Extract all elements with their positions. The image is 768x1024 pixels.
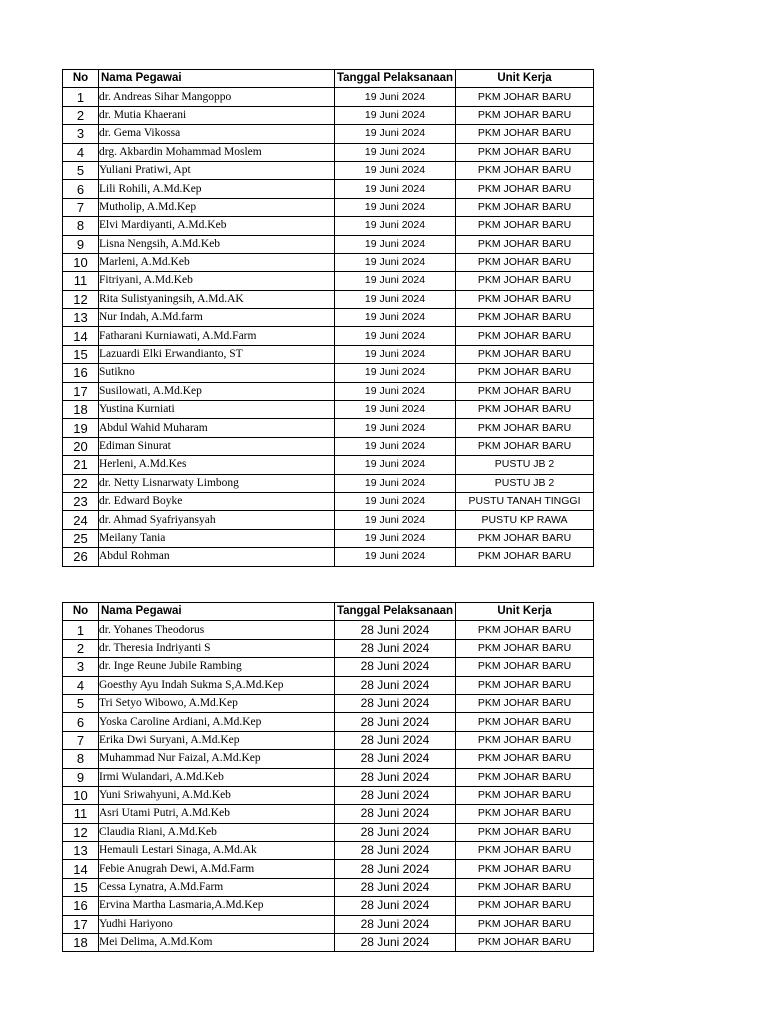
implementation-date: 19 Juni 2024 [335,235,456,253]
row-number: 11 [63,272,99,290]
implementation-date: 19 Juni 2024 [335,529,456,547]
table-row [63,345,594,363]
implementation-date: 19 Juni 2024 [335,290,456,308]
table-row [63,529,594,547]
table-row [63,915,594,933]
employee-name: Abdul Wahid Muharam [99,419,335,437]
row-number: 2 [63,106,99,124]
row-number: 15 [63,878,99,896]
employee-name: Ediman Sinurat [99,437,335,455]
employee-name: Asri Utami Putri, A.Md.Keb [99,805,335,823]
implementation-date: 19 Juni 2024 [335,180,456,198]
employee-name: Fitriyani, A.Md.Keb [99,272,335,290]
row-number: 15 [63,345,99,363]
table-row [63,492,594,510]
row-number: 4 [63,676,99,694]
row-number: 5 [63,161,99,179]
table-row [63,694,594,712]
work-unit: PKM JOHAR BARU [456,106,594,124]
employee-name: drg. Akbardin Mohammad Moslem [99,143,335,161]
row-number: 6 [63,180,99,198]
row-number: 17 [63,382,99,400]
row-number: 9 [63,768,99,786]
row-number: 12 [63,290,99,308]
row-number: 6 [63,713,99,731]
table-row [63,805,594,823]
work-unit: PKM JOHAR BARU [456,364,594,382]
employee-name: Yoska Caroline Ardiani, A.Md.Kep [99,713,335,731]
employee-name: Mutholip, A.Md.Kep [99,198,335,216]
row-number: 18 [63,934,99,952]
work-unit: PKM JOHAR BARU [456,437,594,455]
table-header-row [63,70,594,88]
employee-name: Yustina Kurniati [99,401,335,419]
row-number: 19 [63,419,99,437]
employee-name: Muhammad Nur Faizal, A.Md.Kep [99,750,335,768]
work-unit: PKM JOHAR BARU [456,529,594,547]
implementation-date: 19 Juni 2024 [335,382,456,400]
implementation-date: 19 Juni 2024 [335,474,456,492]
table-row [63,658,594,676]
employee-name: Yuliani Pratiwi, Apt [99,161,335,179]
implementation-date: 19 Juni 2024 [335,364,456,382]
table-row [63,878,594,896]
employee-name: dr. Yohanes Theodorus [99,621,335,639]
employee-name: dr. Netty Lisnarwaty Limbong [99,474,335,492]
work-unit: PKM JOHAR BARU [456,621,594,639]
work-unit: PKM JOHAR BARU [456,327,594,345]
table-row [63,253,594,271]
header-name: Nama Pegawai [99,70,335,88]
table-row [63,750,594,768]
employee-name: Lisna Nengsih, A.Md.Keb [99,235,335,253]
row-number: 21 [63,456,99,474]
employee-name: dr. Edward Boyke [99,492,335,510]
row-number: 8 [63,750,99,768]
table-row [63,309,594,327]
row-number: 3 [63,125,99,143]
row-number: 17 [63,915,99,933]
work-unit: PKM JOHAR BARU [456,731,594,749]
row-number: 5 [63,694,99,712]
implementation-date: 28 Juni 2024 [335,915,456,933]
employee-name: Cessa Lynatra, A.Md.Farm [99,878,335,896]
work-unit: PUSTU KP RAWA [456,511,594,529]
table-row [63,621,594,639]
implementation-date: 19 Juni 2024 [335,327,456,345]
work-unit: PKM JOHAR BARU [456,860,594,878]
implementation-date: 28 Juni 2024 [335,786,456,804]
table-row [63,143,594,161]
table-row [63,198,594,216]
employee-name: dr. Ahmad Syafriyansyah [99,511,335,529]
implementation-date: 19 Juni 2024 [335,309,456,327]
employee-name: Elvi Mardiyanti, A.Md.Keb [99,217,335,235]
employee-name: Yudhi Hariyono [99,915,335,933]
employee-name: Abdul Rohman [99,548,335,566]
implementation-date: 28 Juni 2024 [335,823,456,841]
row-number: 8 [63,217,99,235]
implementation-date: 28 Juni 2024 [335,934,456,952]
work-unit: PKM JOHAR BARU [456,382,594,400]
table-row [63,860,594,878]
table-row [63,235,594,253]
table-row [63,897,594,915]
work-unit: PKM JOHAR BARU [456,658,594,676]
work-unit: PKM JOHAR BARU [456,548,594,566]
header-name: Nama Pegawai [99,603,335,621]
row-number: 14 [63,327,99,345]
implementation-date: 19 Juni 2024 [335,437,456,455]
implementation-date: 19 Juni 2024 [335,345,456,363]
row-number: 14 [63,860,99,878]
table-row [63,125,594,143]
employee-name: Susilowati, A.Md.Kep [99,382,335,400]
work-unit: PKM JOHAR BARU [456,125,594,143]
row-number: 16 [63,897,99,915]
table-row [63,474,594,492]
employee-name: Ervina Martha Lasmaria,A.Md.Kep [99,897,335,915]
employee-name: Marleni, A.Md.Keb [99,253,335,271]
work-unit: PKM JOHAR BARU [456,805,594,823]
employee-name: dr. Andreas Sihar Mangoppo [99,88,335,106]
employee-table-28-juni [62,602,594,952]
work-unit: PKM JOHAR BARU [456,161,594,179]
table-row [63,731,594,749]
work-unit: PKM JOHAR BARU [456,272,594,290]
table-row [63,934,594,952]
header-unit: Unit Kerja [456,70,594,88]
implementation-date: 28 Juni 2024 [335,878,456,896]
work-unit: PKM JOHAR BARU [456,419,594,437]
row-number: 11 [63,805,99,823]
implementation-date: 19 Juni 2024 [335,106,456,124]
employee-name: Hemauli Lestari Sinaga, A.Md.Ak [99,842,335,860]
employee-name: Yuni Sriwahyuni, A.Md.Keb [99,786,335,804]
table-row [63,842,594,860]
implementation-date: 19 Juni 2024 [335,161,456,179]
implementation-date: 28 Juni 2024 [335,694,456,712]
implementation-date: 28 Juni 2024 [335,658,456,676]
implementation-date: 28 Juni 2024 [335,621,456,639]
row-number: 4 [63,143,99,161]
employee-name: Goesthy Ayu Indah Sukma S,A.Md.Kep [99,676,335,694]
row-number: 23 [63,492,99,510]
employee-name: dr. Inge Reune Jubile Rambing [99,658,335,676]
row-number: 3 [63,658,99,676]
table-row [63,106,594,124]
implementation-date: 28 Juni 2024 [335,713,456,731]
work-unit: PKM JOHAR BARU [456,639,594,657]
employee-name: Herleni, A.Md.Kes [99,456,335,474]
implementation-date: 19 Juni 2024 [335,419,456,437]
table-row [63,382,594,400]
table-row [63,768,594,786]
employee-name: Sutikno [99,364,335,382]
row-number: 26 [63,548,99,566]
table-row [63,511,594,529]
row-number: 12 [63,823,99,841]
work-unit: PKM JOHAR BARU [456,897,594,915]
work-unit: PKM JOHAR BARU [456,713,594,731]
table-row [63,290,594,308]
work-unit: PKM JOHAR BARU [456,915,594,933]
table-row [63,161,594,179]
row-number: 25 [63,529,99,547]
implementation-date: 28 Juni 2024 [335,731,456,749]
table-row [63,364,594,382]
work-unit: PUSTU TANAH TINGGI [456,492,594,510]
row-number: 7 [63,731,99,749]
implementation-date: 19 Juni 2024 [335,88,456,106]
row-number: 7 [63,198,99,216]
employee-name: Lili Rohili, A.Md.Kep [99,180,335,198]
work-unit: PUSTU JB 2 [456,474,594,492]
work-unit: PKM JOHAR BARU [456,290,594,308]
row-number: 13 [63,842,99,860]
work-unit: PKM JOHAR BARU [456,401,594,419]
table-row [63,327,594,345]
header-no: No [63,70,99,88]
header-date: Tanggal Pelaksanaan [335,603,456,621]
table-row [63,401,594,419]
table-header-row [63,603,594,621]
work-unit: PKM JOHAR BARU [456,934,594,952]
implementation-date: 28 Juni 2024 [335,805,456,823]
employee-table-19-juni [62,69,594,567]
work-unit: PKM JOHAR BARU [456,235,594,253]
table-row [63,786,594,804]
table-row [63,272,594,290]
row-number: 22 [63,474,99,492]
employee-name: dr. Gema Vikossa [99,125,335,143]
work-unit: PKM JOHAR BARU [456,198,594,216]
work-unit: PKM JOHAR BARU [456,143,594,161]
row-number: 9 [63,235,99,253]
employee-name: Febie Anugrah Dewi, A.Md.Farm [99,860,335,878]
employee-name: Nur Indah, A.Md.farm [99,309,335,327]
row-number: 10 [63,253,99,271]
implementation-date: 19 Juni 2024 [335,548,456,566]
work-unit: PKM JOHAR BARU [456,217,594,235]
implementation-date: 19 Juni 2024 [335,253,456,271]
table-row [63,713,594,731]
row-number: 13 [63,309,99,327]
implementation-date: 28 Juni 2024 [335,897,456,915]
employee-name: Mei Delima, A.Md.Kom [99,934,335,952]
table-row [63,548,594,566]
row-number: 16 [63,364,99,382]
employee-name: Erika Dwi Suryani, A.Md.Kep [99,731,335,749]
implementation-date: 19 Juni 2024 [335,492,456,510]
work-unit: PKM JOHAR BARU [456,309,594,327]
table-row [63,456,594,474]
employee-name: dr. Mutia Khaerani [99,106,335,124]
employee-name: Irmi Wulandari, A.Md.Keb [99,768,335,786]
row-number: 20 [63,437,99,455]
table-row [63,180,594,198]
implementation-date: 28 Juni 2024 [335,860,456,878]
employee-name: Lazuardi Elki Erwandianto, ST [99,345,335,363]
header-no: No [63,603,99,621]
implementation-date: 28 Juni 2024 [335,842,456,860]
header-unit: Unit Kerja [456,603,594,621]
work-unit: PKM JOHAR BARU [456,253,594,271]
table-row [63,88,594,106]
employee-name: Meilany Tania [99,529,335,547]
work-unit: PKM JOHAR BARU [456,823,594,841]
employee-name: Tri Setyo Wibowo, A.Md.Kep [99,694,335,712]
work-unit: PUSTU JB 2 [456,456,594,474]
implementation-date: 28 Juni 2024 [335,768,456,786]
employee-name: Rita Sulistyaningsih, A.Md.AK [99,290,335,308]
work-unit: PKM JOHAR BARU [456,694,594,712]
implementation-date: 28 Juni 2024 [335,750,456,768]
implementation-date: 19 Juni 2024 [335,456,456,474]
row-number: 1 [63,88,99,106]
row-number: 10 [63,786,99,804]
work-unit: PKM JOHAR BARU [456,786,594,804]
work-unit: PKM JOHAR BARU [456,676,594,694]
implementation-date: 19 Juni 2024 [335,401,456,419]
row-number: 18 [63,401,99,419]
work-unit: PKM JOHAR BARU [456,345,594,363]
employee-name: Claudia Riani, A.Md.Keb [99,823,335,841]
implementation-date: 19 Juni 2024 [335,198,456,216]
implementation-date: 19 Juni 2024 [335,272,456,290]
work-unit: PKM JOHAR BARU [456,88,594,106]
row-number: 1 [63,621,99,639]
table-row [63,437,594,455]
work-unit: PKM JOHAR BARU [456,878,594,896]
header-date: Tanggal Pelaksanaan [335,70,456,88]
implementation-date: 19 Juni 2024 [335,511,456,529]
employee-name: dr. Theresia Indriyanti S [99,639,335,657]
table-row [63,639,594,657]
implementation-date: 28 Juni 2024 [335,676,456,694]
table-row [63,823,594,841]
work-unit: PKM JOHAR BARU [456,768,594,786]
table-row [63,217,594,235]
row-number: 2 [63,639,99,657]
implementation-date: 28 Juni 2024 [335,639,456,657]
work-unit: PKM JOHAR BARU [456,180,594,198]
table-row [63,676,594,694]
implementation-date: 19 Juni 2024 [335,217,456,235]
implementation-date: 19 Juni 2024 [335,143,456,161]
employee-name: Fatharani Kurniawati, A.Md.Farm [99,327,335,345]
row-number: 24 [63,511,99,529]
work-unit: PKM JOHAR BARU [456,750,594,768]
table-row [63,419,594,437]
work-unit: PKM JOHAR BARU [456,842,594,860]
implementation-date: 19 Juni 2024 [335,125,456,143]
